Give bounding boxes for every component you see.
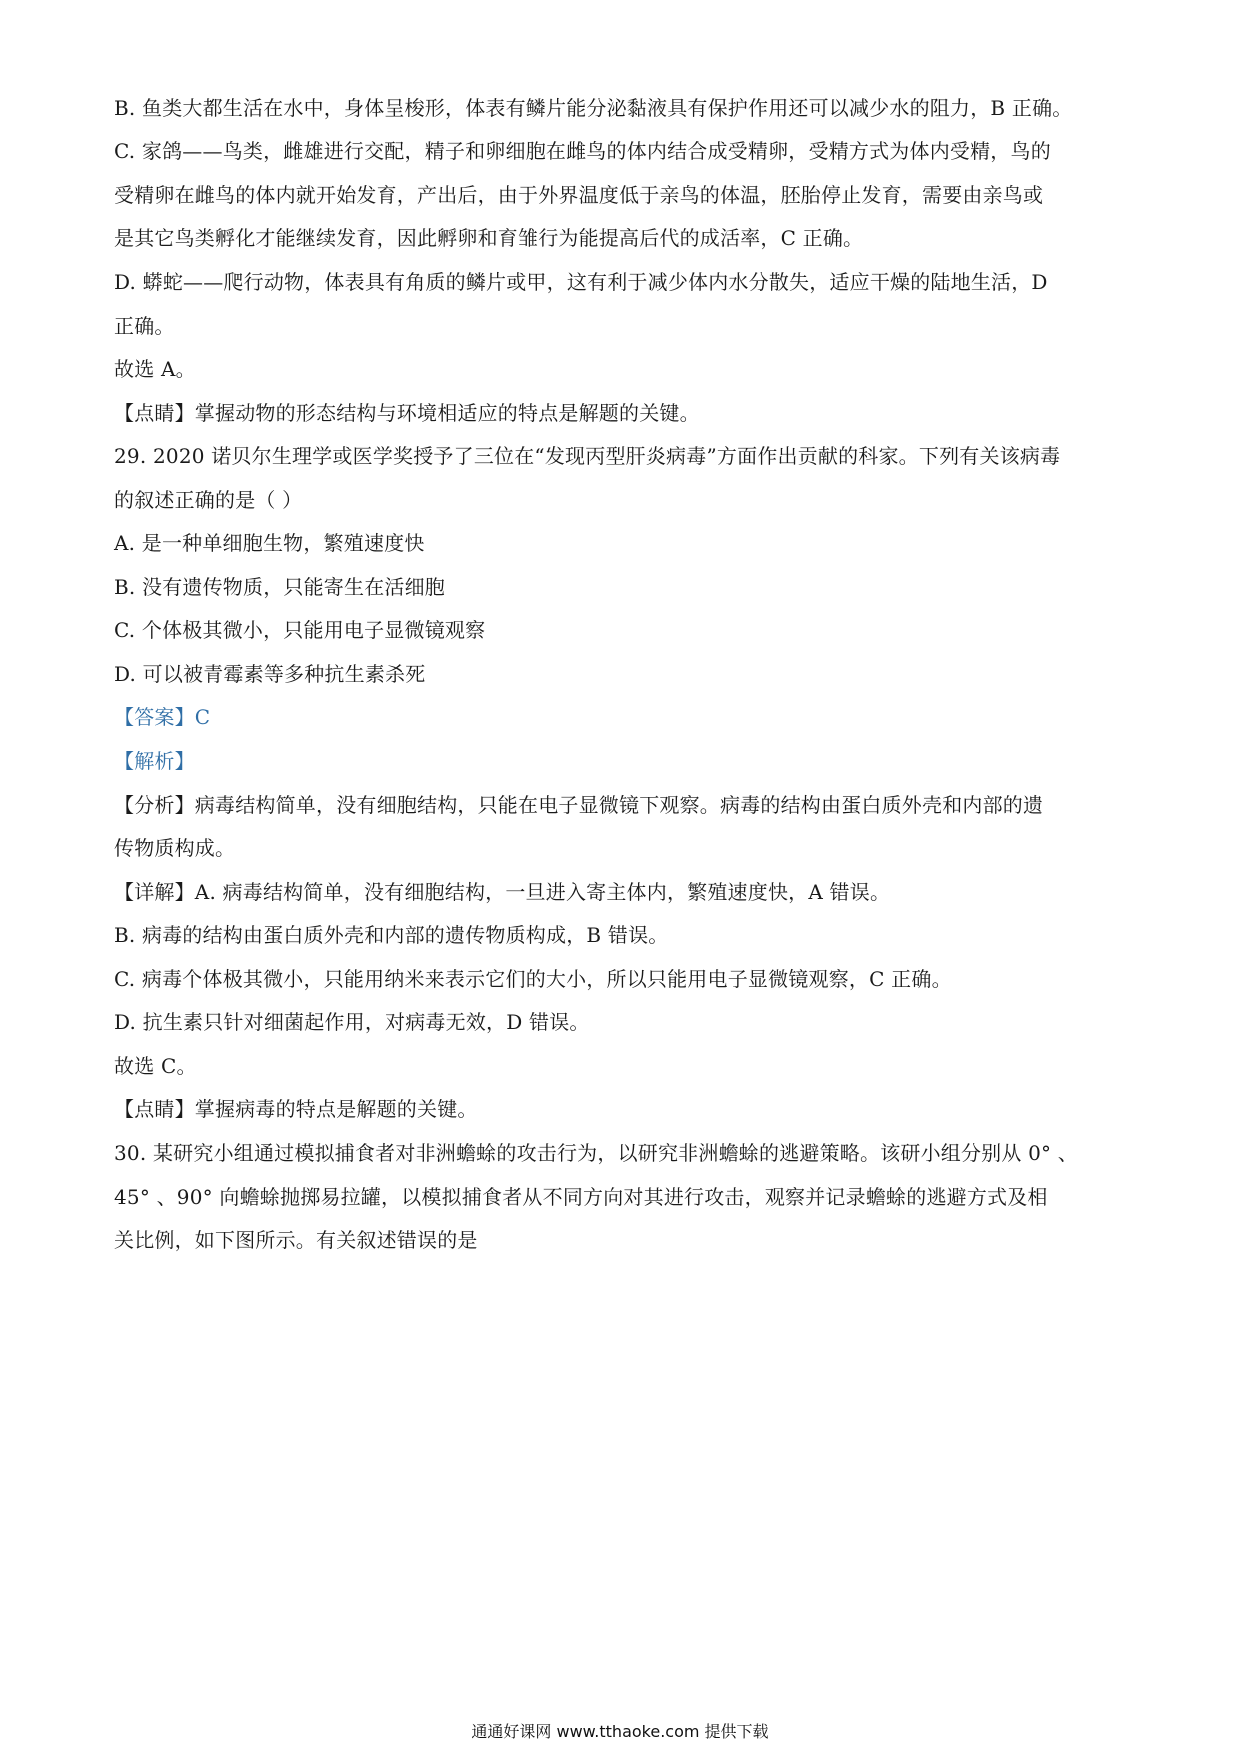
question-29-stem: 29. 2020 诺贝尔生理学或医学奖授予了三位在“发现丙型肝炎病毒”方面作出贡献的科家。下列有关该病毒 bbox=[114, 444, 1061, 468]
text-line: 【点睛】掌握病毒的特点是解题的关键。 bbox=[114, 1097, 478, 1121]
page-footer: 通通好课网 www.tthaoke.com 提供下载 bbox=[471, 1722, 769, 1741]
text-line: 受精卵在雌鸟的体内就开始发育，产出后，由于外界温度低于亲鸟的体温，胚胎停止发育，需要由亲鸟或 bbox=[114, 183, 1044, 207]
text-line: 故选 C。 bbox=[114, 1054, 197, 1078]
question-30-stem: 30. 某研究小组通过模拟捕食者对非洲蟾蜍的攻击行为，以研究非洲蟾蜍的逃避策略。该研小组分别从 0° 、 bbox=[114, 1141, 1079, 1165]
text-line: 是其它鸟类孵化才能继续发育，因此孵卵和育雏行为能提高后代的成活率，C 正确。 bbox=[114, 226, 864, 250]
text-line: 【详解】A. 病毒结构简单，没有细胞结构，一旦进入寄主体内，繁殖速度快，A 错误。 bbox=[114, 880, 891, 904]
text-line: 【分析】病毒结构简单，没有细胞结构，只能在电子显微镜下观察。病毒的结构由蛋白质外壳和内部的遗 bbox=[114, 793, 1044, 817]
question-29-stem-cont: 的叙述正确的是（ ） bbox=[114, 488, 303, 512]
text-line: D. 抗生素只针对细菌起作用，对病毒无效，D 错误。 bbox=[114, 1010, 590, 1034]
option-d: D. 可以被青霉素等多种抗生素杀死 bbox=[114, 662, 426, 686]
text-line: B. 病毒的结构由蛋白质外壳和内部的遗传物质构成，B 错误。 bbox=[114, 923, 669, 947]
question-30-stem-cont: 45° 、90° 向蟾蜍抛掷易拉罐，以模拟捕食者从不同方向对其进行攻击，观察并记录蟾蜍的逃避方式及相 bbox=[114, 1185, 1048, 1209]
answer-label: 【答案】C bbox=[114, 705, 211, 729]
option-c: C. 个体极其微小，只能用电子显微镜观察 bbox=[114, 618, 486, 642]
option-a: A. 是一种单细胞生物，繁殖速度快 bbox=[114, 531, 425, 555]
text-line: B. 鱼类大都生活在水中，身体呈梭形，体表有鳞片能分泌黏液具有保护作用还可以减少水的阻力，B 正确。 bbox=[114, 96, 1073, 120]
text-line: C. 病毒个体极其微小，只能用纳米来表示它们的大小，所以只能用电子显微镜观察，C 正确。 bbox=[114, 967, 952, 991]
text-line: 正确。 bbox=[114, 314, 175, 338]
text-line: 故选 A。 bbox=[114, 357, 196, 381]
question-30-stem-cont: 关比例，如下图所示。有关叙述错误的是 bbox=[114, 1228, 478, 1252]
analysis-label: 【解析】 bbox=[114, 749, 195, 773]
text-line: 传物质构成。 bbox=[114, 836, 236, 860]
text-line: D. 蟒蛇——爬行动物，体表具有角质的鳞片或甲，这有利于减少体内水分散失，适应干燥的陆地生活，D bbox=[114, 270, 1048, 294]
text-line: 【点睛】掌握动物的形态结构与环境相适应的特点是解题的关键。 bbox=[114, 401, 700, 425]
text-line: C. 家鸽——鸟类，雌雄进行交配，精子和卵细胞在雌鸟的体内结合成受精卵，受精方式为体内受精，鸟的 bbox=[114, 139, 1051, 163]
option-b: B. 没有遗传物质，只能寄生在活细胞 bbox=[114, 575, 446, 599]
